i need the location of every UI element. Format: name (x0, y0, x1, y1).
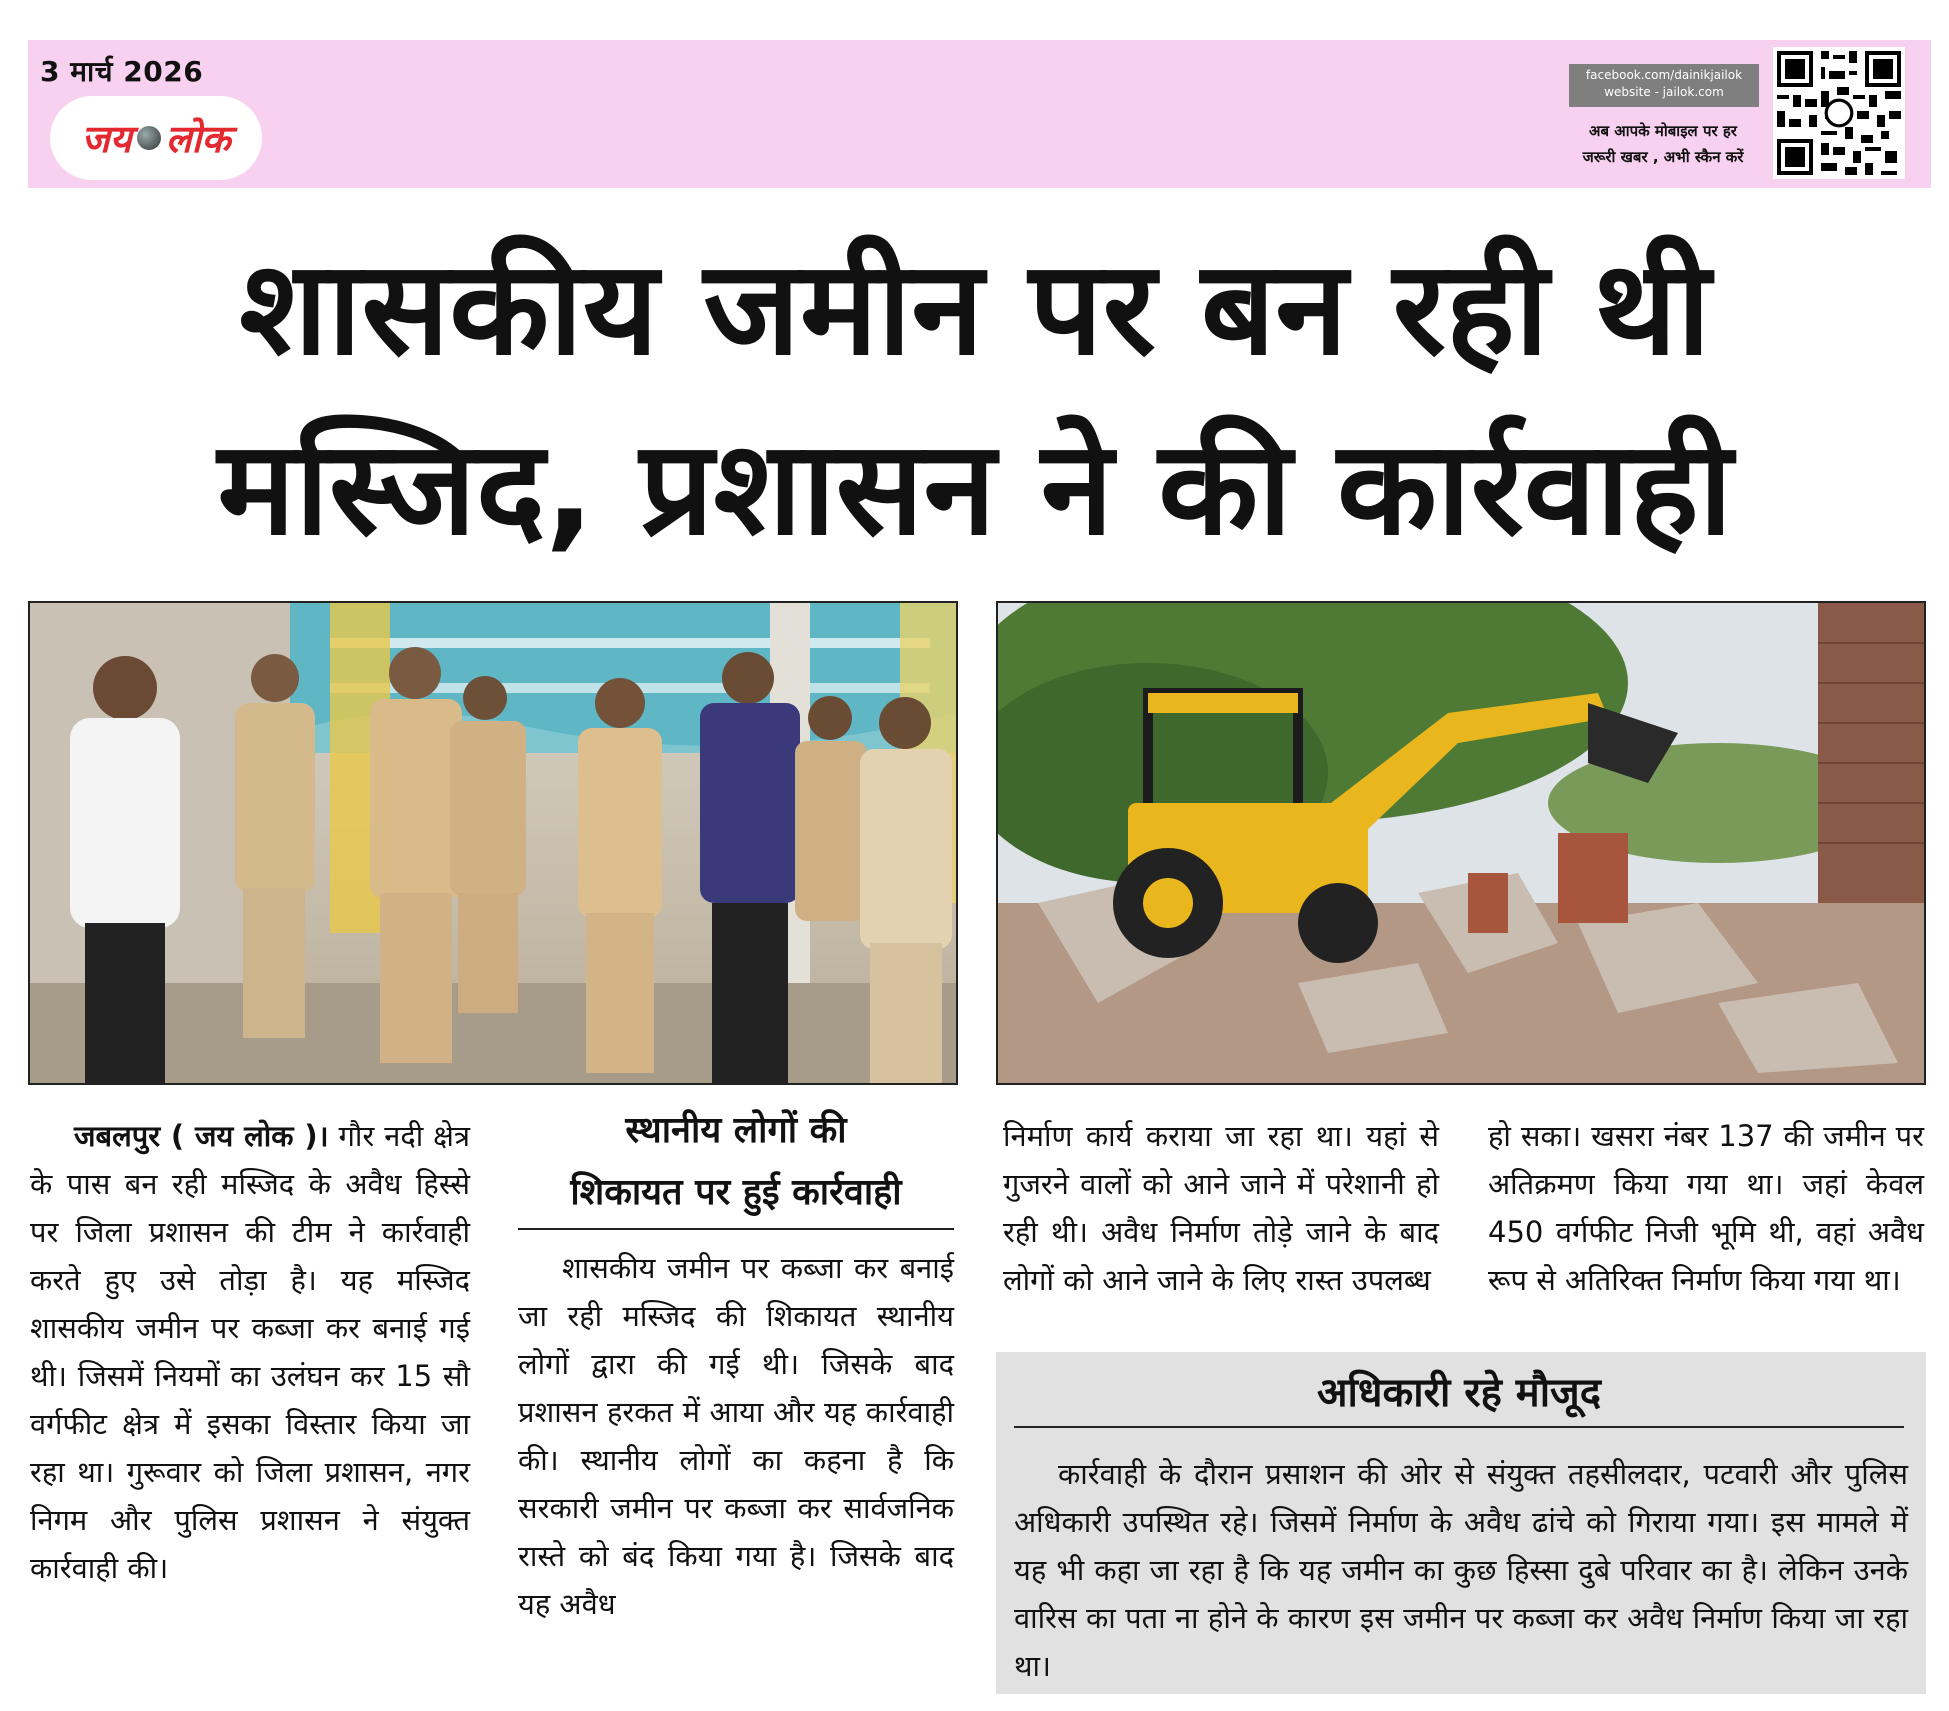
headline-line-2: मस्जिद, प्रशासन ने की कार्रवाही (217, 412, 1733, 564)
col1-body: गौर नदी क्षेत्र के पास बन रही मस्जिद के अवैध हिस्से पर जिला प्रशासन की टीम ने कार्रवाही करते हुए उसे तोड़ा है। यह मस्जिद शासकीय जमीन पर कब्जा कर बनाई गई थी। जिसमें नियमों का उलंघन कर 15 सौ वर्गफीट क्षेत्र में इसका विस्तार किया जा रहा था। गुरूवार को जिला प्रशासन, नगर निगम और पुलिस प्रशासन ने संयुक्त कार्रवाही की। (30, 1119, 470, 1585)
promo-line-1: अब आपके मोबाइल पर हर (1589, 122, 1737, 140)
article-column-1 (30, 1112, 470, 1592)
globe-icon (137, 126, 161, 150)
qr-promo-text (1548, 118, 1778, 170)
promo-line-2: जरूरी खबर , अभी स्कैन करें (1582, 148, 1744, 166)
demolition-bulldozer-photo (996, 601, 1926, 1085)
headline-line-1: शासकीय जमीन पर बन रही थी (239, 232, 1711, 384)
officials-present-box (996, 1352, 1926, 1694)
logo-text-left: जय (81, 117, 132, 161)
jai-lok-logo (50, 96, 262, 180)
article-column-3: निर्माण कार्य कराया जा रहा था। यहां से गुजरने वालों को आने जाने में परेशानी हो रही थी। अवैध निर्माण तोड़े जाने के बाद लोगों को आने जाने के लिए रास्त उपलब्ध (1003, 1119, 1439, 1297)
social-links (1569, 64, 1759, 107)
logo-text-right: लोक (165, 117, 231, 161)
website-link[interactable]: website - jailok.com (1604, 85, 1724, 99)
facebook-link[interactable]: facebook.com/dainikjailok (1585, 68, 1743, 82)
masthead (28, 40, 1931, 188)
main-headline (30, 218, 1920, 578)
subheading-line-2: शिकायत पर हुई कार्रवाही (570, 1172, 902, 1213)
officials-group-photo (28, 601, 958, 1085)
box-heading: अधिकारी रहे मौजूद (1014, 1360, 1904, 1428)
box-body: कार्रवाही के दौरान प्रसाशन की ओर से संयुक्त तहसीलदार, पटवारी और पुलिस अधिकारी उपस्थित रहे। जिसमें निर्माण के अवैध ढांचे को गिराया गया। इस मामले में यह भी कहा जा रहा है कि यह जमीन का कुछ हिस्सा दुबे परिवार का है। लेकिन उनके वारिस का पता ना होने के कारण इस जमीन पर कब्जा कर अवैध निर्माण किया जा रहा था। (1014, 1457, 1908, 1683)
article-column-2 (518, 1100, 954, 1628)
article-column-4: हो सका। खसरा नंबर 137 की जमीन पर अतिक्रमण किया गया था। जहां केवल 450 वर्गफीट निजी भूमि थी, वहां अवैध रूप से अतिरिक्त निर्माण किया गया था। (1488, 1119, 1924, 1297)
subheading-line-1: स्थानीय लोगों की (625, 1110, 847, 1151)
col2-body: शासकीय जमीन पर कब्जा कर बनाई जा रही मस्जिद की शिकायत स्थानीय लोगों द्वारा की गई थी। जिसके बाद प्रशासन हरकत में आया और यह कार्रवाही की। स्थानीय लोगों का कहना है कि सरकारी जमीन पर कब्जा कर सार्वजनिक रास्ते को बंद किया गया है। जिसके बाद यह अवैध (518, 1251, 954, 1621)
dateline: जबलपुर ( जय लोक )। (74, 1119, 329, 1153)
issue-date: 3 मार्च 2026 (40, 55, 204, 88)
subheading-local-complaint (518, 1100, 954, 1230)
qr-code-icon[interactable] (1773, 47, 1905, 179)
